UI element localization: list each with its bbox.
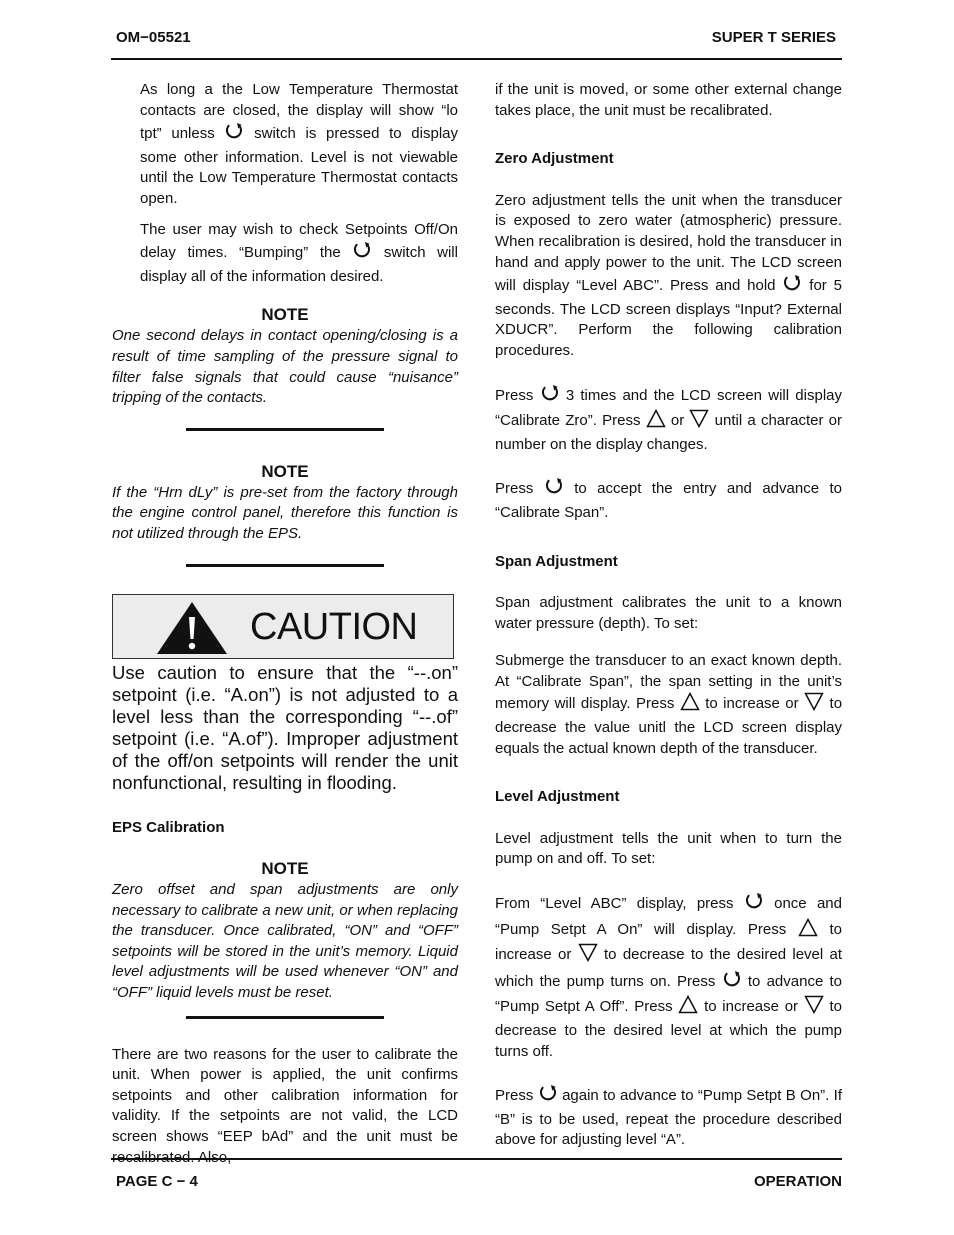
- text-span: switch will display all of the information desired.: [140, 244, 458, 285]
- note-divider: [186, 428, 384, 431]
- text-span: switch is pressed to display some other information. Level is not viewable until the Low Temperature Thermostat contacts open.: [140, 125, 458, 207]
- text-span: The user may wish to check Setpoints Off/On delay times. “Bumping” the: [140, 220, 458, 262]
- text-span: to increase or: [495, 920, 842, 964]
- text-span: Zero adjustment tells the unit when the transducer is exposed to zero water (atmospheric) pressure. When recalibration is desired, hold the transducer in hand and apply power to the unit. The LCD screen will display “Level ABC”. Press and hold: [495, 191, 842, 295]
- text-span: for 5 seconds. The LCD screen displays “Input? External XDUCR”. Perform the following calibration procedures.: [495, 277, 843, 359]
- text-span: or: [670, 412, 685, 430]
- footer-rule: [111, 1158, 842, 1160]
- caution-banner: [112, 594, 454, 659]
- document-number: OM−05521: [116, 29, 191, 46]
- text-span: to decrease the value unitl the LCD screen display equals the actual known depth of the transducer.: [495, 695, 843, 757]
- level-procedure-paragraph: [495, 891, 842, 1062]
- note-text: If the “Hrn dLy” is pre-set from the factory through the engine control panel, therefore this function is not utilized through the EPS.: [112, 483, 458, 542]
- cycle-arrow-icon: [722, 969, 742, 996]
- text-span: Submerge the transducer to an exact known depth. At “Calibrate Span”, the span setting in the unit’s memory will display. Press: [495, 652, 842, 713]
- note-heading: NOTE: [261, 461, 309, 481]
- cycle-arrow-icon: [540, 383, 560, 410]
- note-text: Zero offset and span adjustments are only necessary to calibrate a new unit, or when replacing the transducer. Once calibrated, “ON” and “OFF” setpoints will be stored in the unit’s memory. Liquid level adjustments will be used whenever “ON” and “OFF” liquid levels must be reset.: [112, 881, 458, 1002]
- recalibration-paragraph: if the unit is moved, or some other external change takes place, the unit must be recalibrated.: [495, 81, 842, 119]
- cycle-arrow-icon: [744, 891, 764, 918]
- up-triangle-icon: [646, 409, 666, 435]
- note-heading: NOTE: [261, 859, 309, 879]
- eps-calibration-heading: EPS Calibration: [112, 818, 225, 836]
- cycle-arrow-icon: [352, 240, 372, 267]
- up-triangle-icon: [798, 918, 818, 944]
- text-span: to accept the entry and advance to “Calibrate Span”.: [495, 480, 842, 521]
- text-span: 3 times and the LCD screen will display “Calibrate Zro”. Press: [495, 386, 842, 430]
- text-span: As long a the Low Temperature Thermostat contacts are closed, the display will show “lo tpt” unless: [140, 81, 458, 143]
- down-triangle-icon: [804, 995, 824, 1021]
- note-divider: [186, 1016, 384, 1019]
- zero-adjustment-heading: Zero Adjustment: [495, 150, 614, 168]
- note-divider: [186, 564, 384, 567]
- level-intro-paragraph: Level adjustment tells the unit when to turn the pump on and off. To set:: [495, 829, 842, 868]
- caution-text: Use caution to ensure that the “--.on” setpoint (i.e. “A.on”) is not adjusted to a level less than the corresponding “--.of” setpoint (i.e. “A.of”). Improper adjustment of the off/on setpoints will render the unit nonfunctional, resulting in flooding.: [112, 661, 458, 793]
- text-span: From “Level ABC” display, press: [495, 895, 734, 913]
- text-span: to decrease to the desired level at which the pump turns on. Press: [495, 946, 843, 990]
- down-triangle-icon: [578, 943, 598, 969]
- series-title: SUPER T SERIES: [711, 29, 836, 46]
- text-span: Press: [495, 1087, 534, 1105]
- text-span: once and “Pump Setpt A On” will display. Press: [495, 895, 842, 938]
- text-span: Press: [495, 386, 534, 404]
- down-triangle-icon: [689, 409, 709, 435]
- pump-setpoint-b-paragraph: [495, 1083, 842, 1151]
- text-span: again to advance to “Pump Setpt B On”. If “B” is to be used, repeat the procedure described above for adjusting level “A”.: [495, 1087, 843, 1149]
- span-adjustment-heading: Span Adjustment: [495, 552, 618, 570]
- cycle-arrow-icon: [538, 1083, 558, 1110]
- left-column: [112, 80, 458, 1168]
- right-column: [495, 80, 842, 1151]
- text-span: to decrease to the desired level at which the pump turns off.: [495, 998, 842, 1060]
- up-triangle-icon: [680, 692, 700, 718]
- text-span: to increase or: [704, 998, 799, 1016]
- text-span: to advance to “Pump Setpt A Off”. Press: [495, 972, 843, 1016]
- calibrate-zero-paragraph: [495, 383, 842, 456]
- span-intro-paragraph: Span adjustment calibrates the unit to a known water pressure (depth). To set:: [495, 594, 842, 632]
- note-text: One second delays in contact opening/closing is a result of time sampling of the pressure signal to filter false signals that could cause “nuisance” tripping of the contacts.: [112, 327, 458, 407]
- text-span: to increase or: [705, 695, 799, 713]
- level-adjustment-heading: Level Adjustment: [495, 788, 620, 806]
- span-procedure-paragraph: [495, 651, 842, 759]
- section-name: OPERATION: [753, 1173, 842, 1190]
- accept-entry-paragraph: [495, 476, 842, 523]
- cycle-arrow-icon: [544, 476, 564, 503]
- text-span: Press: [495, 480, 534, 498]
- down-triangle-icon: [804, 692, 824, 718]
- lo-tpt-paragraph: [112, 80, 458, 210]
- caution-label: CAUTION: [250, 605, 418, 648]
- note-heading: NOTE: [261, 305, 309, 325]
- cycle-arrow-icon: [224, 121, 244, 148]
- text-span: until a character or number on the display changes.: [495, 412, 843, 453]
- bumping-paragraph: [112, 220, 458, 288]
- page-number: PAGE C − 4: [116, 1173, 198, 1190]
- warning-triangle-icon: [155, 600, 229, 656]
- calibration-reasons-paragraph: There are two reasons for the user to calibrate the unit. When power is applied, the unit confirms setpoints and other calibration information for validity. If the setpoints are not valid, the LCD screen shows “EEP bAd” and the unit must be recalibrated. Also,: [112, 1045, 458, 1166]
- up-triangle-icon: [678, 995, 698, 1021]
- zero-adjustment-paragraph: [495, 191, 842, 362]
- cycle-arrow-icon: [782, 273, 802, 300]
- header-rule: [111, 58, 842, 60]
